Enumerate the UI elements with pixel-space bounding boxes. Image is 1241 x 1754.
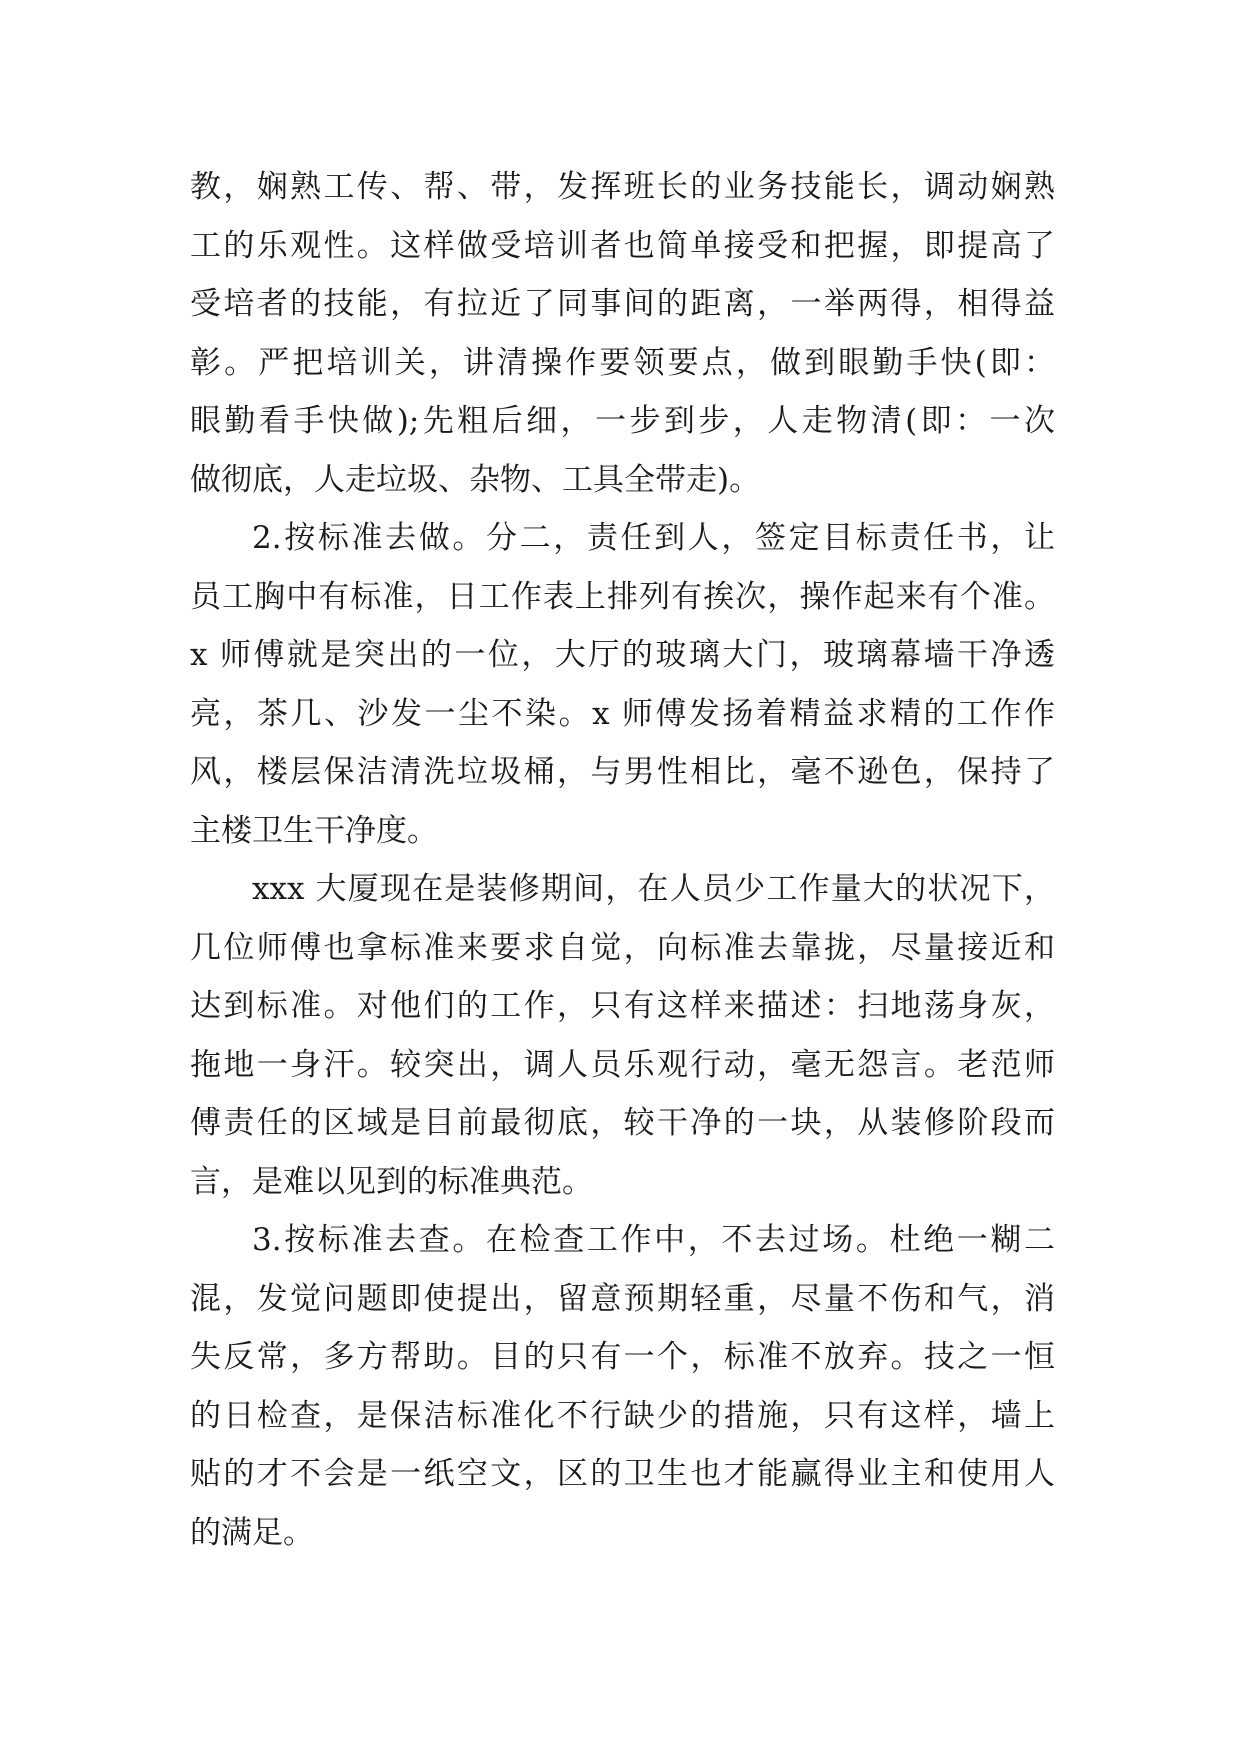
- paragraph: [190, 860, 1055, 1211]
- text-line: 言，是难以见到的标准典范。: [190, 1163, 593, 1200]
- text-line: 彰。严把培训关，讲清操作要领要点，做到眼勤手快(即：: [190, 344, 1055, 381]
- paragraph: [190, 158, 1055, 509]
- text-line: 眼勤看手快做);先粗后细，一步到步，人走物清(即：一次: [190, 403, 1055, 439]
- text-line: 受培者的技能，有拉近了同事间的距离，一举两得，相得益: [190, 286, 1055, 322]
- text-line: 的日检查，是保洁标准化不行缺少的措施，只有这样，墙上: [190, 1397, 1055, 1434]
- text-line: 员工胸中有标准，日工作表上排列有挨次，操作起来有个准。: [190, 578, 1055, 615]
- text-line: 2.按标准去做。分二，责任到人，签定目标责任书，让: [252, 520, 1055, 556]
- paragraph: [190, 1211, 1055, 1562]
- text-line: 几位师傅也拿标准来要求自觉，向标准去靠拢，尽量接近和: [190, 929, 1055, 966]
- paragraph: [190, 509, 1055, 860]
- text-line: 贴的才不会是一纸空文，区的卫生也才能赢得业主和使用人: [190, 1456, 1055, 1492]
- text-line: 做彻底，人走垃圾、杂物、工具全带走)。: [190, 461, 761, 498]
- text-line: 混，发觉问题即使提出，留意预期轻重，尽量不伤和气，消: [190, 1280, 1055, 1317]
- text-line: 达到标准。对他们的工作，只有这样来描述：扫地荡身灰，: [190, 988, 1055, 1024]
- text-line: 拖地一身汗。较突出，调人员乐观行动，毫无怨言。老范师: [190, 1046, 1055, 1083]
- text-line: x 师傅就是突出的一位，大厅的玻璃大门，玻璃幕墙干净透: [190, 637, 1055, 673]
- text-line: xxx 大厦现在是装修期间，在人员少工作量大的状况下，: [252, 871, 1055, 907]
- text-line: 的满足。: [190, 1514, 314, 1551]
- text-line: 3.按标准去查。在检查工作中，不去过场。杜绝一糊二: [252, 1222, 1055, 1258]
- text-line: 风，楼层保洁清洗垃圾桶，与男性相比，毫不逊色，保持了: [190, 754, 1055, 790]
- document-body: [190, 158, 1055, 1562]
- text-line: 工的乐观性。这样做受培训者也简单接受和把握，即提高了: [190, 227, 1055, 264]
- text-line: 傅责任的区域是目前最彻底，较干净的一块，从装修阶段而: [190, 1105, 1055, 1141]
- text-line: 主楼卫生干净度。: [190, 812, 438, 849]
- text-line: 亮，茶几、沙发一尘不染。x 师傅发扬着精益求精的工作作: [190, 695, 1055, 732]
- text-line: 失反常，多方帮助。目的只有一个，标准不放弃。技之一恒: [190, 1339, 1055, 1375]
- text-line: 教，娴熟工传、帮、带，发挥班长的业务技能长，调动娴熟: [190, 169, 1055, 205]
